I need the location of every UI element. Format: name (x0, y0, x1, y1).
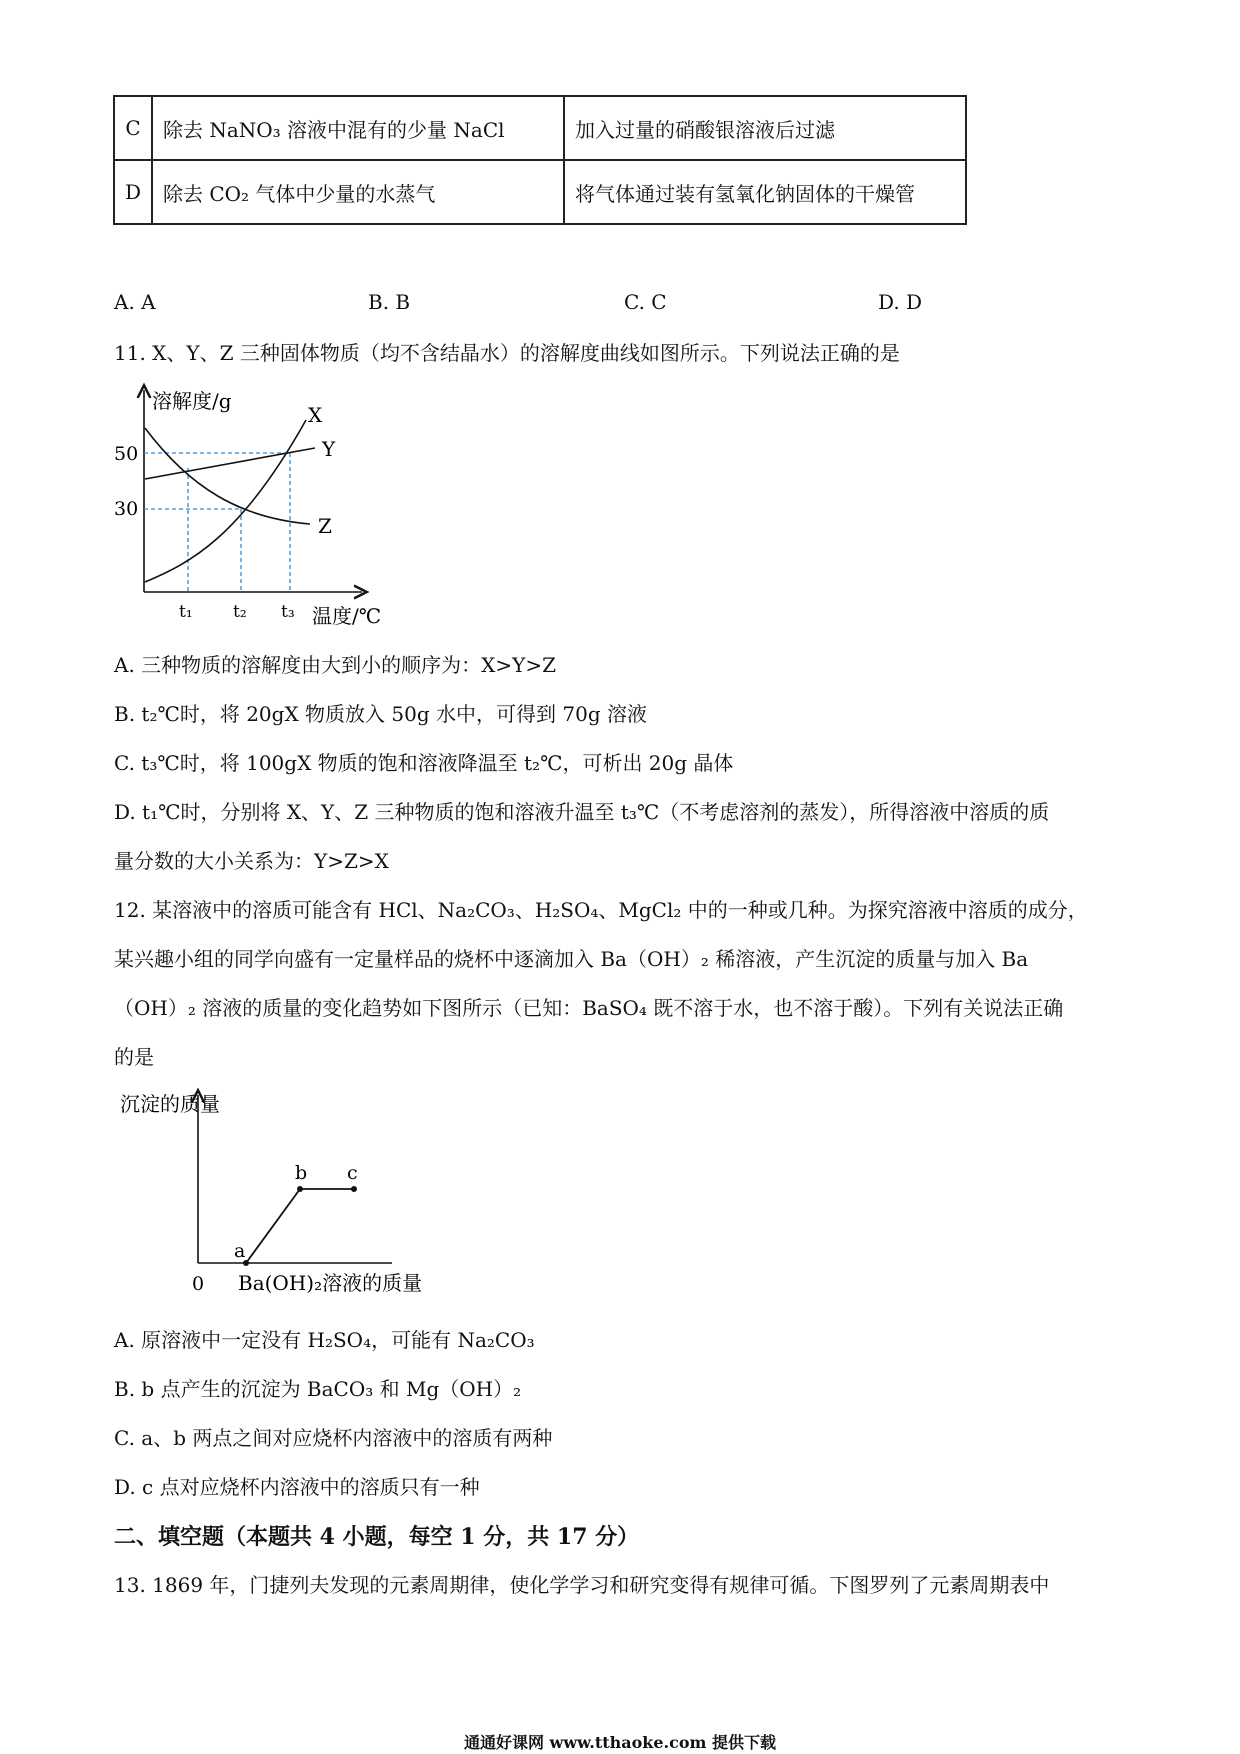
row-method: 将气体通过装有氢氧化钠固体的干燥管 (564, 160, 966, 224)
q12-stem-line4: 的是 (114, 1045, 154, 1069)
q13-stem: 13. 1869 年，门捷列夫发现的元素周期律，使化学学习和研究变得有规律可循。下图罗列了元素周期表中 (114, 1573, 1050, 1597)
y-tick-label: 30 (114, 498, 139, 520)
precipitate-line (246, 1189, 354, 1263)
origin-label: 0 (192, 1273, 205, 1295)
series-label-z: Z (318, 514, 332, 538)
choice-c: C. C (624, 290, 667, 314)
row-task: 除去 NaNO₃ 溶液中混有的少量 NaCl (152, 96, 564, 160)
guide-lines (144, 453, 290, 592)
x-tick-label: t₂ (233, 602, 247, 622)
q11-option-d-line1: D. t₁℃时，分别将 X、Y、Z 三种物质的饱和溶液升温至 t₃℃（不考虑溶剂的蒸发），所得溶液中溶质的质 (114, 800, 1050, 824)
y-axis-label: 沉淀的质量 (120, 1092, 220, 1116)
point-b (297, 1186, 303, 1192)
q12-stem-line2: 某兴趣小组的同学向盛有一定量样品的烧杯中逐滴加入 Ba（OH）₂ 稀溶液，产生沉淀的质量与加入 Ba (114, 947, 1029, 971)
q11-option-c: C. t₃℃时，将 100gX 物质的饱和溶液降温至 t₂℃，可析出 20g 晶体 (114, 751, 734, 775)
row-label: C (114, 96, 152, 160)
q12-option-d: D. c 点对应烧杯内溶液中的溶质只有一种 (114, 1475, 480, 1499)
choice-a: A. A (114, 290, 156, 314)
row-method: 加入过量的硝酸银溶液后过滤 (564, 96, 966, 160)
choice-d: D. D (878, 290, 923, 314)
point-label-a: a (234, 1240, 246, 1262)
options-table (113, 95, 967, 225)
curve-z (145, 428, 310, 524)
table-row (114, 96, 966, 160)
point-label-b: b (295, 1162, 308, 1184)
footer-watermark: 通通好课网 www.tthaoke.com 提供下载 (463, 1733, 777, 1752)
choice-b: B. B (368, 290, 411, 314)
section-heading: 二、填空题（本题共 4 小题，每空 1 分，共 17 分） (114, 1524, 640, 1550)
q12-stem-line1: 12. 某溶液中的溶质可能含有 HCl、Na₂CO₃、H₂SO₄、MgCl₂ 中的一种或几种。为探究溶液中溶质的成分， (114, 898, 1088, 922)
point-label-c: c (347, 1162, 358, 1184)
q11-stem: 11. X、Y、Z 三种固体物质（均不含结晶水）的溶解度曲线如图所示。下列说法正确的是 (114, 341, 900, 365)
solubility-chart (100, 378, 420, 630)
x-tick-label: t₃ (281, 602, 295, 622)
y-tick-label: 50 (114, 443, 139, 465)
table-row (114, 160, 966, 224)
row-label: D (114, 160, 152, 224)
q11-option-d-line2: 量分数的大小关系为：Y>Z>X (114, 849, 389, 873)
row-task: 除去 CO₂ 气体中少量的水蒸气 (152, 160, 564, 224)
x-axis-label: Ba(OH)₂溶液的质量 (238, 1271, 423, 1295)
x-axis-label: 温度/℃ (312, 604, 382, 628)
q12-option-a: A. 原溶液中一定没有 H₂SO₄，可能有 Na₂CO₃ (114, 1328, 535, 1352)
q11-option-a: A. 三种物质的溶解度由大到小的顺序为：X>Y>Z (114, 653, 557, 677)
q12-option-b: B. b 点产生的沉淀为 BaCO₃ 和 Mg（OH）₂ (114, 1377, 522, 1401)
y-axis-label: 溶解度/g (152, 389, 232, 413)
point-c (351, 1186, 357, 1192)
q12-stem-line3: （OH）₂ 溶液的质量的变化趋势如下图所示（已知：BaSO₄ 既不溶于水，也不溶于酸）。下列有关说法正确 (114, 996, 1064, 1020)
series-label-y: Y (322, 437, 336, 461)
precipitate-chart (110, 1085, 450, 1295)
q12-option-c: C. a、b 两点之间对应烧杯内溶液中的溶质有两种 (114, 1426, 553, 1450)
x-tick-label: t₁ (179, 602, 193, 622)
series-label-x: X (308, 403, 323, 427)
q11-option-b: B. t₂℃时，将 20gX 物质放入 50g 水中，可得到 70g 溶液 (114, 702, 647, 726)
